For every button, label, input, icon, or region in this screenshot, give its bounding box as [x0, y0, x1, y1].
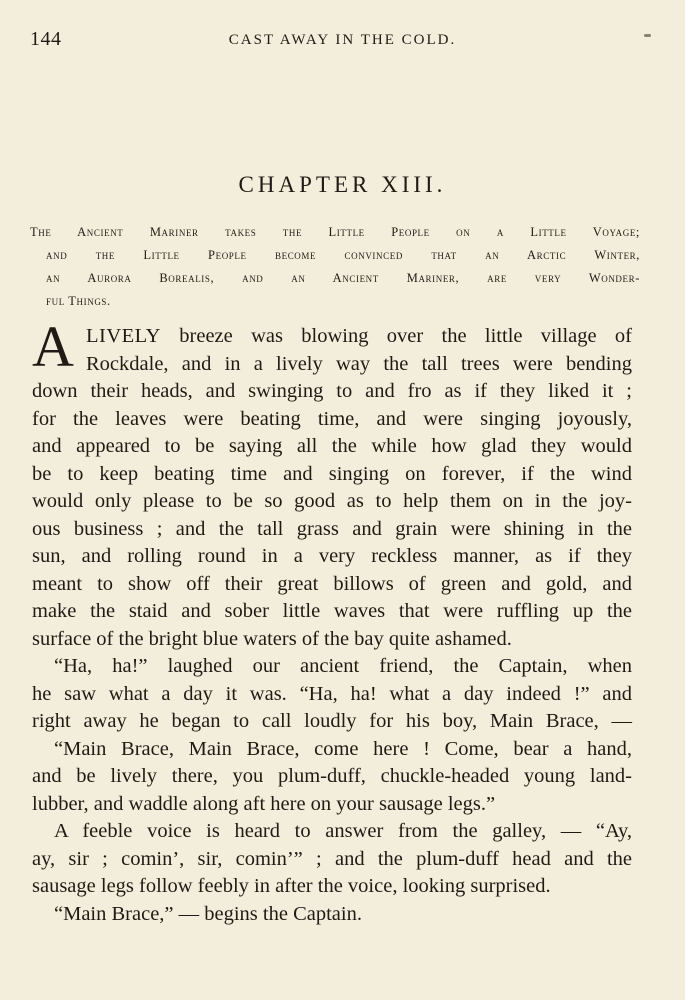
running-head — [30, 28, 655, 54]
text-line: sausage legs follow feebly in after the voice, looking surprised. — [32, 875, 551, 897]
text-line: down their heads, and swinging to and fro as if they liked it ; — [32, 380, 632, 402]
text-line: Rockdale, and in a lively way the tall trees were bending — [86, 352, 632, 375]
text-line — [32, 323, 632, 351]
text-line: ay, sir ; comin’, sir, comin’” ; and the plum-duff head and the — [32, 847, 632, 870]
text-line: surface of the bright blue waters of the bay quite ashamed. — [32, 627, 512, 650]
text-line: lubber, and waddle along aft here on your sausage legs.” — [32, 792, 496, 815]
page-number: 144 — [30, 28, 62, 50]
synopsis-line: ful Things. — [46, 294, 111, 308]
text-line: right away he began to call loudly for his boy, Main Brace, — — [32, 710, 632, 732]
text-line: A feeble voice is heard to answer from the galley, — “Ay, — [54, 820, 632, 842]
text-line: he saw what a day it was. “Ha, ha! what a day indeed !” and — [32, 682, 632, 705]
text-line: sun, and rolling round in a very reckless manner, as if they — [32, 545, 632, 567]
text-line: and be lively there, you plum-duff, chuckle-headed young land- — [32, 765, 632, 787]
lead-word: LIVELY — [86, 325, 161, 347]
text-line: and appeared to be saying all the while how glad they would — [32, 435, 632, 457]
text-line-rest: breeze was blowing over the little village of — [160, 325, 632, 347]
text-line: make the staid and sober little waves that were ruffling up the — [32, 600, 632, 622]
chapter-title: CHAPTER XIII. — [238, 172, 447, 197]
drop-cap: A — [32, 314, 74, 379]
chapter-synopsis — [30, 221, 640, 313]
page-mark — [644, 34, 651, 37]
text-line: be to keep beating time and singing on forever, if the wind — [32, 462, 632, 485]
synopsis-line: The Ancient Mariner takes the Little People on a Little Voyage; — [30, 225, 640, 239]
running-title: CAST AWAY IN THE COLD. — [228, 32, 457, 48]
text-line: “Main Brace,” — begins the Captain. — [54, 902, 362, 925]
text-line: meant to show off their great billows of green and gold, and — [32, 572, 632, 595]
text-line: for the leaves were beating time, and were singing joyously, — [32, 407, 632, 430]
body-text — [32, 323, 632, 928]
synopsis-line: an Aurora Borealis, and an Ancient Mariner, are very Wonder- — [46, 271, 640, 285]
text-line: “Main Brace, Main Brace, come here ! Come, bear a hand, — [54, 737, 632, 760]
text-line: would only please to be so good as to help them on in the joy- — [32, 490, 632, 512]
synopsis-line: and the Little People become convinced that an Arctic Winter, — [46, 248, 640, 262]
text-line: ous business ; and the tall grass and grain were shining in the — [32, 517, 632, 540]
text-line: “Ha, ha!” laughed our ancient friend, the Captain, when — [54, 655, 632, 677]
